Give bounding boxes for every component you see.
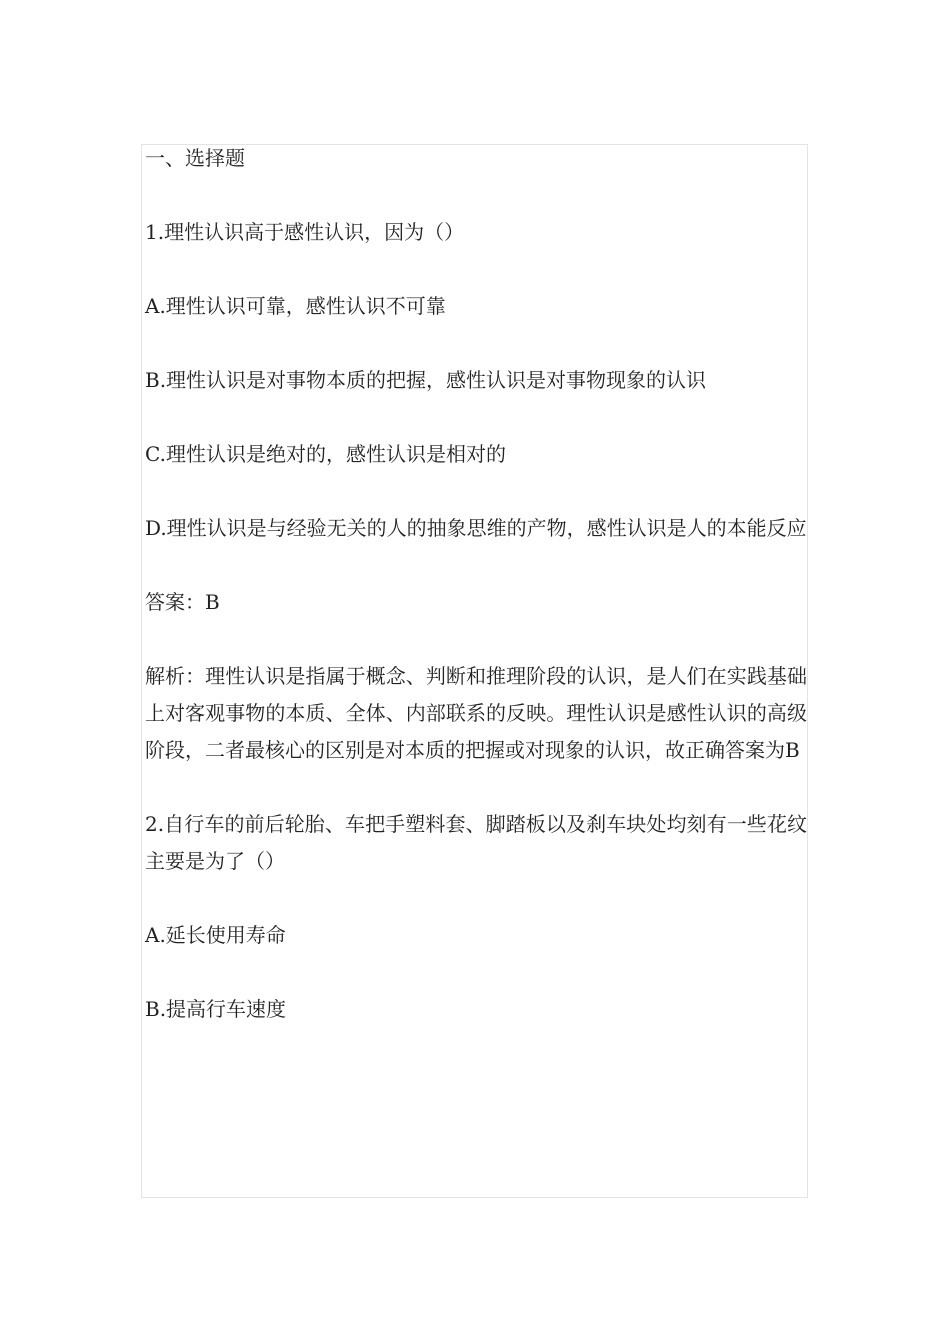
- question-2: [145, 806, 807, 1028]
- option-b: B.提高行车速度: [145, 997, 287, 1021]
- option-d: D.理性认识是与经验无关的人的抽象思维的产物，感性认识是人的本能反应: [145, 516, 807, 540]
- option-c: C.理性认识是绝对的，感性认识是相对的: [145, 442, 506, 466]
- question-1: [145, 214, 807, 769]
- option-b: B.理性认识是对事物本质的把握，感性认识是对事物现象的认识: [145, 368, 707, 392]
- document-body: [145, 140, 807, 1065]
- question-stem: 1.理性认识高于感性认识，因为（）: [145, 220, 465, 244]
- analysis: 解析：理性认识是指属于概念、判断和推理阶段的认识，是人们在实践基础上对客观事物的本质、全体、内部联系的反映。理性认识是感性认识的高级阶段，二者最核心的区别是对本质的把握或对现象的认识，故正确答案为B: [145, 664, 807, 762]
- option-a: A.理性认识可靠，感性认识不可靠: [145, 294, 446, 318]
- option-a: A.延长使用寿命: [145, 923, 286, 947]
- section-heading: 一、选择题: [145, 146, 245, 170]
- question-stem: 2.自行车的前后轮胎、车把手塑料套、脚踏板以及刹车块处均刻有一些花纹主要是为了（）: [145, 812, 807, 873]
- answer: 答案：B: [145, 590, 220, 614]
